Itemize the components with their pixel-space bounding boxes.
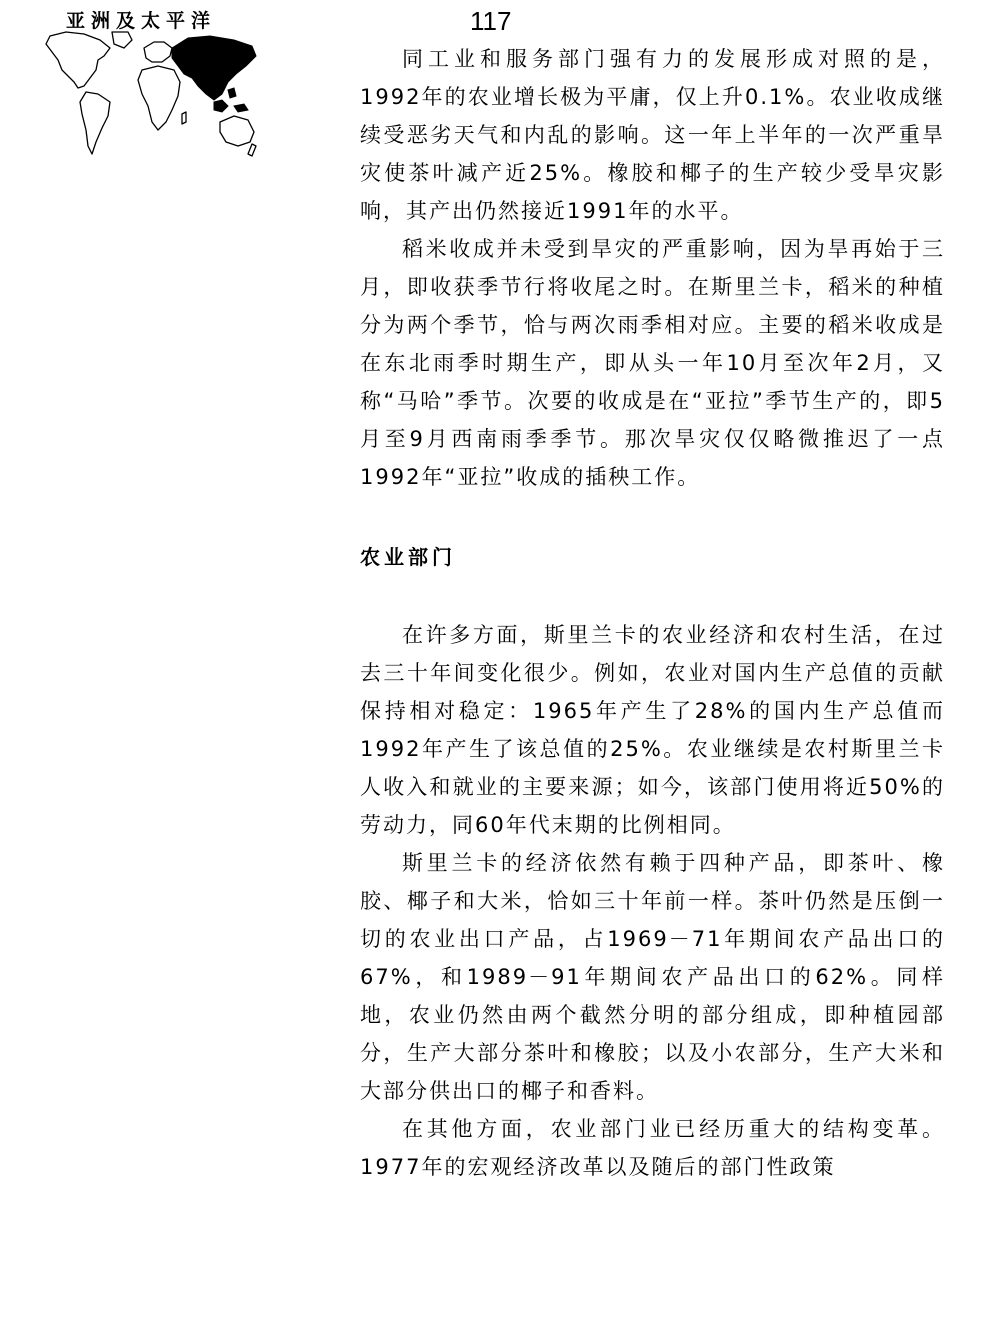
paragraph: 在其他方面，农业部门业已经历重大的结构变革。1977年的宏观经济改革以及随后的部门性政策: [360, 1117, 945, 1179]
page-number: 117: [470, 6, 512, 36]
article-body: [360, 40, 945, 1186]
paragraph: 斯里兰卡的经济依然有赖于四种产品，即茶叶、橡胶、椰子和大米，恰如三十年前一样。茶叶仍然是压倒一切的农业出口产品，占1969－71年期间农产品出口的67%，和1989－91年期间农产品出口的62%。同样地，农业仍然由两个截然分明的部分组成，即种植园部分，生产大部分茶叶和橡胶；以及小农部分，生产大米和大部分供出口的椰子和香料。: [360, 851, 945, 1103]
paragraph: 稻米收成并未受到旱灾的严重影响，因为旱再始于三月，即收获季节行将收尾之时。在斯里兰卡，稻米的种植分为两个季节，恰与两次雨季相对应。主要的稻米收成是在东北雨季时期生产，即从头一年10月至次年2月，又称“马哈”季节。次要的收成是在“亚拉”季节生产的，即5月至9月西南雨季季节。那次旱灾仅仅略微推迟了一点1992年“亚拉”收成的插秧工作。: [360, 237, 945, 489]
region-label: 亚洲及太平洋: [66, 10, 217, 32]
paragraph: 在许多方面，斯里兰卡的农业经济和农村生活，在过去三十年间变化很少。例如，农业对国内生产总值的贡献保持相对稳定：1965年产生了28%的国内生产总值而1992年产生了该总值的25%。农业继续是农村斯里兰卡人收入和就业的主要来源；如今，该部门使用将近50%的劳动力，同60年代末期的比例相同。: [360, 623, 945, 837]
section-heading: 农业部门: [360, 545, 456, 569]
world-map-asia-pacific-icon: [38, 30, 260, 168]
paragraph: 同工业和服务部门强有力的发展形成对照的是，1992年的农业增长极为平庸，仅上升0.1%。农业收成继续受恶劣天气和内乱的影响。这一年上半年的一次严重旱灾使茶叶减产近25%。橡胶和椰子的生产较少受旱灾影响，其产出仍然接近1991年的水平。: [360, 47, 945, 223]
